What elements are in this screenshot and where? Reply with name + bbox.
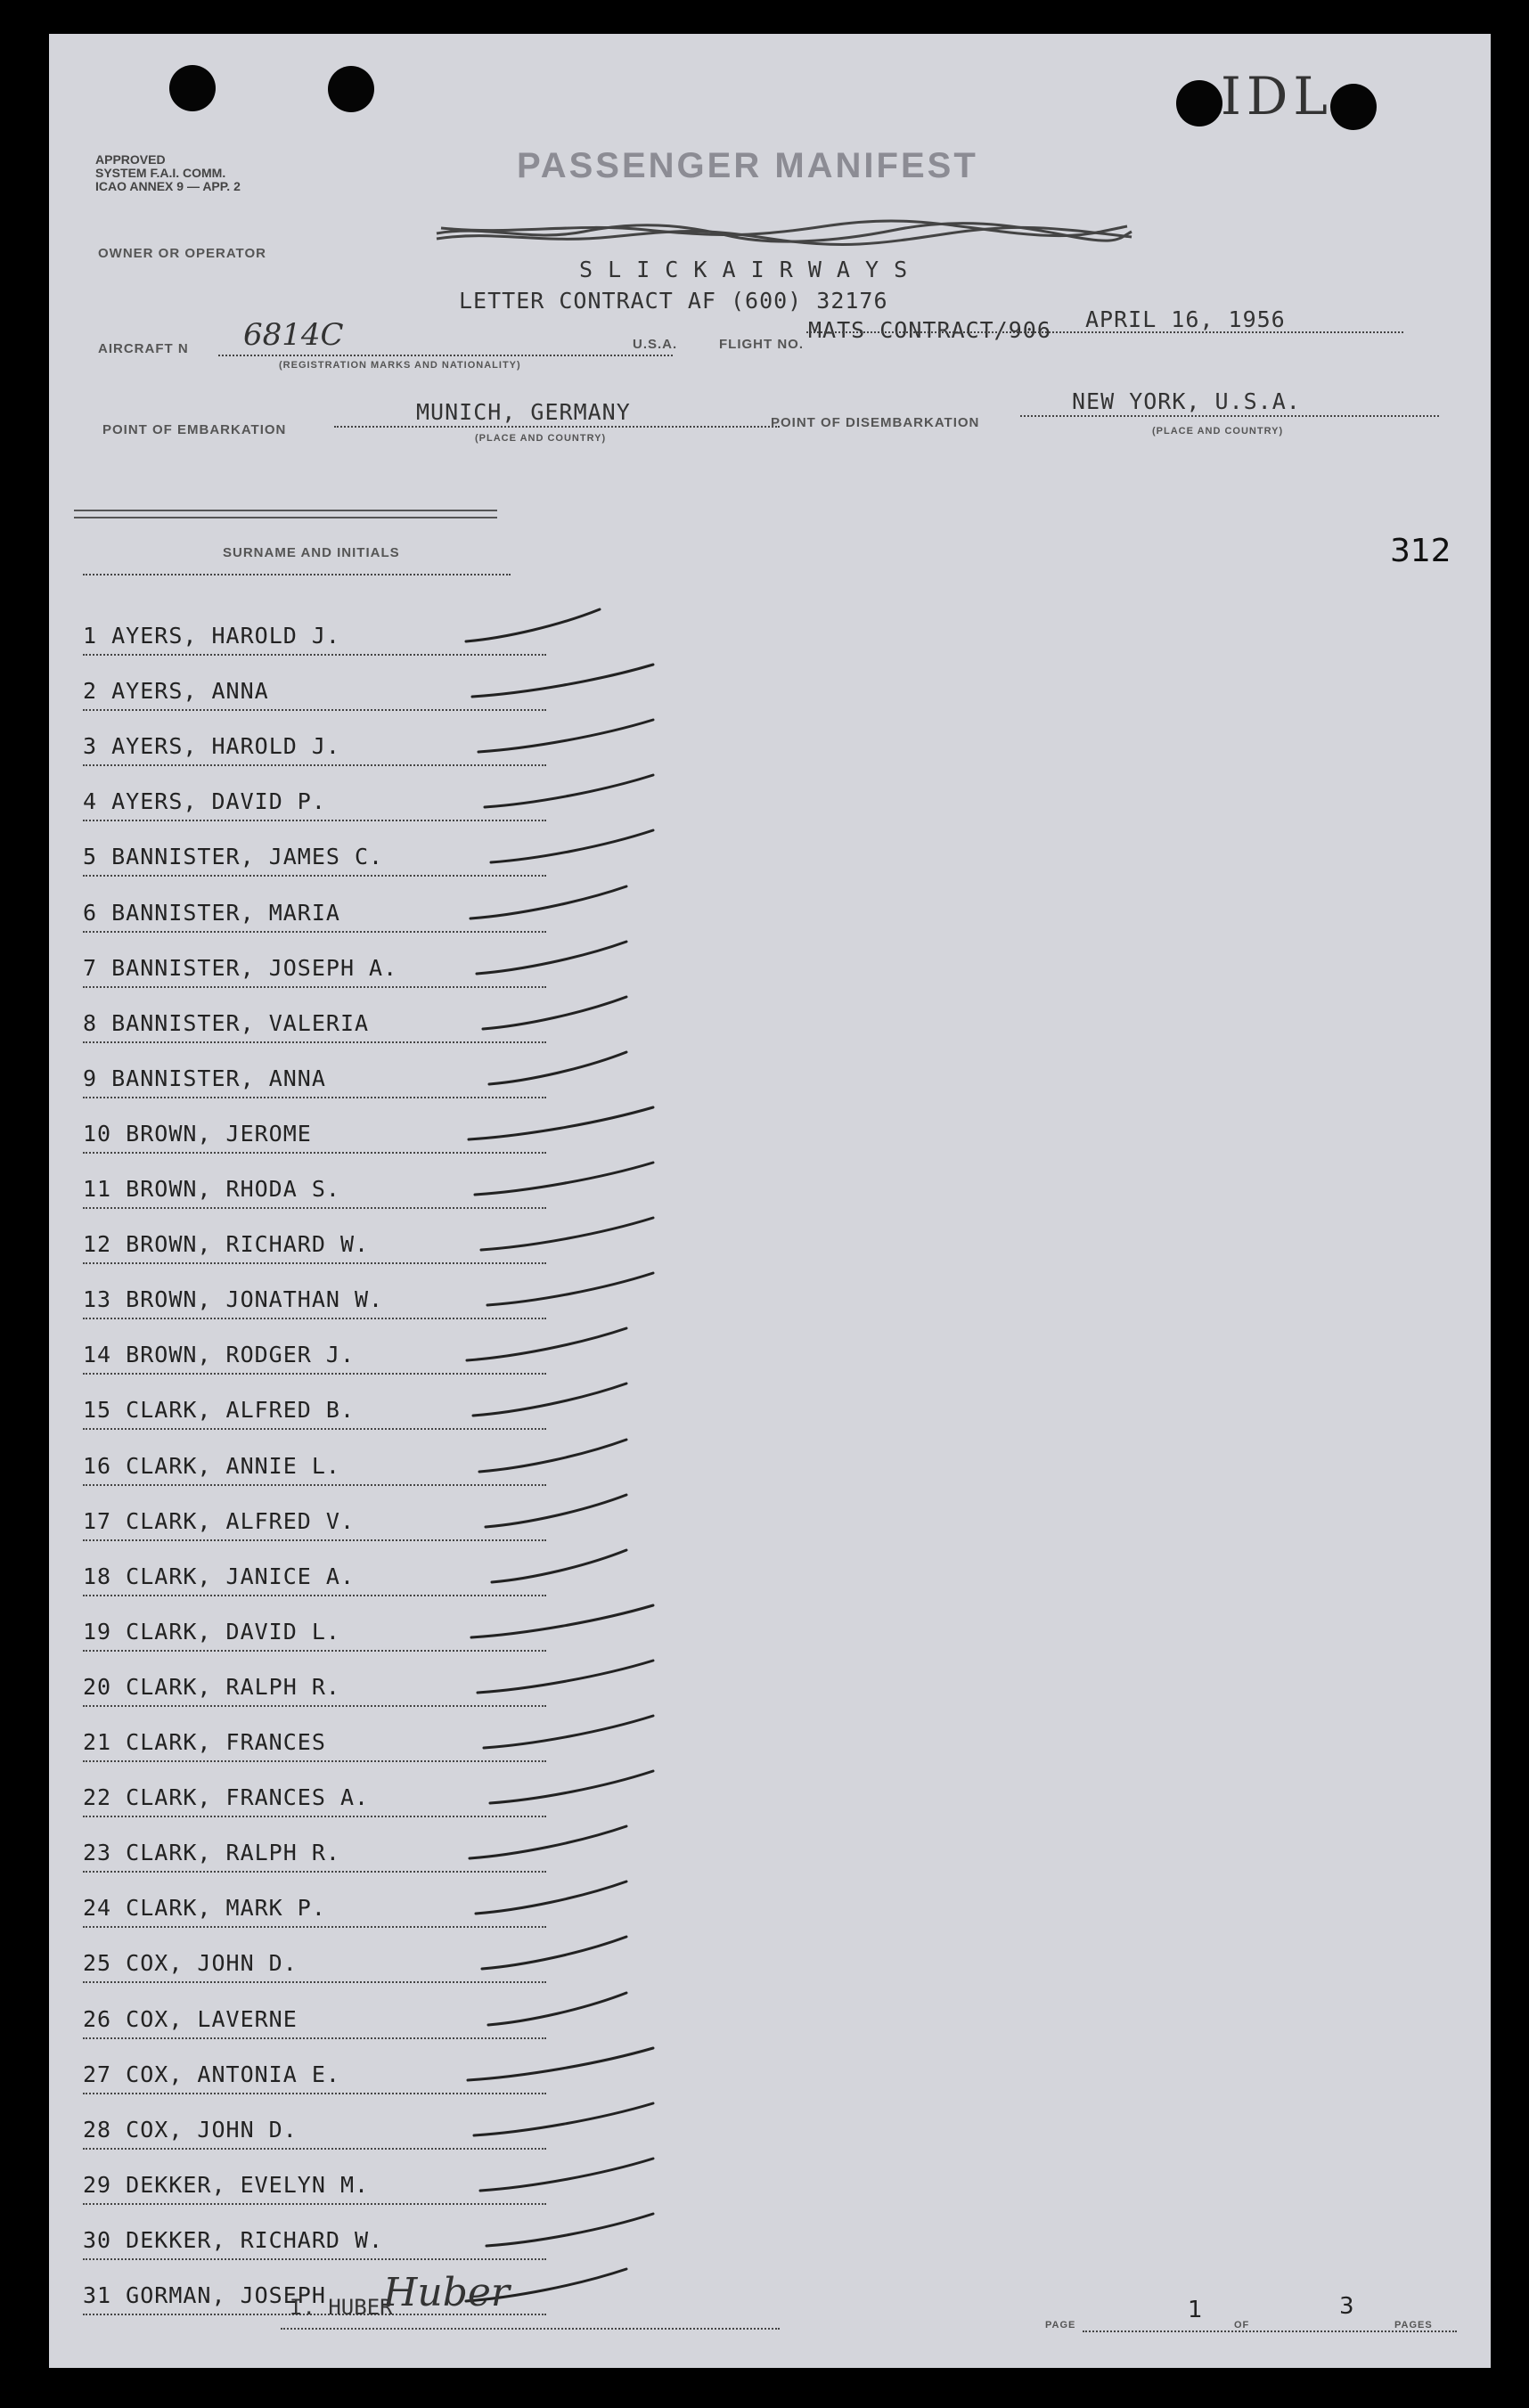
passenger-name: AYERS, ANNA xyxy=(111,678,269,704)
aircraft-label: AIRCRAFT N xyxy=(98,341,189,356)
check-tick-mark xyxy=(83,1486,724,1541)
approval-line: APPROVED xyxy=(95,152,166,167)
passenger-name: BANNISTER, ANNA xyxy=(111,1065,326,1091)
passenger-row xyxy=(83,877,546,933)
form-title: PASSENGER MANIFEST xyxy=(517,146,978,185)
check-tick-mark xyxy=(83,2094,724,2150)
passenger-row xyxy=(83,600,546,656)
passenger-name: BROWN, JEROME xyxy=(126,1121,312,1147)
embarkation-place: MUNICH, GERMANY xyxy=(416,399,631,425)
check-tick-mark xyxy=(83,1707,724,1762)
passenger-number: 22 xyxy=(83,1784,112,1810)
total-pages: 3 xyxy=(1339,2293,1354,2320)
check-tick-mark xyxy=(83,1596,724,1652)
passenger-number: 6 xyxy=(83,900,98,926)
passenger-number: 28 xyxy=(83,2117,112,2143)
approval-line: ICAO ANNEX 9 — APP. 2 xyxy=(95,179,241,193)
passenger-row xyxy=(83,1375,546,1430)
passenger-name: COX, LAVERNE xyxy=(126,2006,298,2032)
passenger-name: AYERS, HAROLD J. xyxy=(111,623,340,649)
manifest-page xyxy=(49,34,1491,2368)
passenger-name: CLARK, FRANCES A. xyxy=(126,1784,370,1810)
disembarkation-place-note: (PLACE AND COUNTRY) xyxy=(1152,426,1284,437)
signature-rule xyxy=(281,2328,780,2330)
handwritten-signature: Huber xyxy=(383,2270,510,2315)
of-label: OF xyxy=(1234,2320,1250,2330)
check-tick-mark xyxy=(83,2039,724,2094)
passenger-number: 1 xyxy=(83,623,98,649)
handwritten-mark: IDL xyxy=(1221,66,1333,127)
passenger-number: 30 xyxy=(83,2227,112,2253)
passenger-name: BANNISTER, JAMES C. xyxy=(111,844,384,869)
passenger-number: 23 xyxy=(83,1840,112,1865)
passenger-name: CLARK, RALPH R. xyxy=(126,1840,340,1865)
passenger-row xyxy=(83,1264,546,1319)
passenger-name: BROWN, JONATHAN W. xyxy=(126,1286,384,1312)
passenger-number: 2 xyxy=(83,678,98,704)
check-tick-mark xyxy=(83,1264,724,1319)
passenger-row xyxy=(83,1098,546,1154)
surname-header: SURNAME AND INITIALS xyxy=(223,545,400,560)
struck-out-operator xyxy=(432,217,1136,249)
passenger-name: CLARK, JANICE A. xyxy=(126,1563,355,1589)
passenger-number: 7 xyxy=(83,955,98,981)
flight-rule xyxy=(806,331,1403,333)
punch-hole-3 xyxy=(1176,80,1222,127)
passenger-name: DEKKER, EVELYN M. xyxy=(126,2172,370,2198)
passenger-number: 5 xyxy=(83,844,98,869)
check-tick-mark xyxy=(83,711,724,766)
check-tick-mark xyxy=(83,1154,724,1209)
passenger-row xyxy=(83,1486,546,1541)
passenger-number: 9 xyxy=(83,1065,98,1091)
check-tick-mark xyxy=(83,1209,724,1264)
passenger-row xyxy=(83,1541,546,1596)
passenger-number: 20 xyxy=(83,1674,112,1700)
passenger-row xyxy=(83,933,546,988)
passenger-number: 31 xyxy=(83,2282,112,2308)
passenger-row xyxy=(83,2205,546,2260)
passenger-number: 25 xyxy=(83,1950,112,1976)
passenger-row xyxy=(83,1707,546,1762)
passenger-name: CLARK, RALPH R. xyxy=(126,1674,340,1700)
passenger-name: CLARK, ANNIE L. xyxy=(126,1453,340,1479)
passenger-row xyxy=(83,1154,546,1209)
owner-operator-label: OWNER OR OPERATOR xyxy=(98,246,266,261)
typed-signature: I. HUBER xyxy=(290,2295,393,2320)
passenger-name: BANNISTER, VALERIA xyxy=(111,1010,370,1036)
check-tick-mark xyxy=(83,1762,724,1817)
passenger-row xyxy=(83,711,546,766)
punch-hole-1 xyxy=(169,65,216,111)
header-rule-2 xyxy=(74,517,497,518)
flight-no-label: FLIGHT NO. xyxy=(719,337,804,352)
page-label: PAGE xyxy=(1045,2320,1076,2330)
passenger-name: GORMAN, JOSEPH xyxy=(126,2282,326,2308)
check-tick-mark xyxy=(83,1873,724,1928)
passenger-row xyxy=(83,2039,546,2094)
punch-hole-4 xyxy=(1330,84,1377,130)
embarkation-place-note: (PLACE AND COUNTRY) xyxy=(475,433,607,444)
approval-line: SYSTEM F.A.I. COMM. xyxy=(95,166,226,180)
check-tick-mark xyxy=(83,1431,724,1486)
passenger-name: COX, ANTONIA E. xyxy=(126,2061,340,2087)
page-number: 1 xyxy=(1188,2297,1203,2323)
passenger-number: 17 xyxy=(83,1508,112,1534)
check-tick-mark xyxy=(83,2205,724,2260)
check-tick-mark xyxy=(83,1928,724,1983)
passenger-row xyxy=(83,1984,546,2039)
passenger-name: AYERS, DAVID P. xyxy=(111,788,326,814)
passenger-name: CLARK, ALFRED V. xyxy=(126,1508,355,1534)
passenger-row xyxy=(83,2150,546,2205)
passenger-row xyxy=(83,1431,546,1486)
passenger-name: CLARK, MARK P. xyxy=(126,1895,326,1921)
passenger-number: 29 xyxy=(83,2172,112,2198)
passenger-row xyxy=(83,1652,546,1707)
passenger-name: CLARK, ALFRED B. xyxy=(126,1397,355,1423)
embarkation-rule xyxy=(334,426,780,428)
usa-label: U.S.A. xyxy=(633,337,678,352)
passenger-row xyxy=(83,656,546,711)
passenger-row xyxy=(83,1043,546,1098)
check-tick-mark xyxy=(83,988,724,1043)
passenger-name: BANNISTER, JOSEPH A. xyxy=(111,955,398,981)
passenger-number: 15 xyxy=(83,1397,112,1423)
passenger-name: AYERS, HAROLD J. xyxy=(111,733,340,759)
passenger-number: 26 xyxy=(83,2006,112,2032)
passenger-row xyxy=(83,2094,546,2150)
passenger-row xyxy=(83,1928,546,1983)
check-tick-mark xyxy=(83,1098,724,1154)
passenger-number: 18 xyxy=(83,1563,112,1589)
check-tick-mark xyxy=(83,766,724,821)
letter-contract: LETTER CONTRACT AF (600) 32176 xyxy=(459,288,888,314)
passenger-row xyxy=(83,1873,546,1928)
passenger-name: CLARK, DAVID L. xyxy=(126,1619,340,1645)
disembarkation-label: POINT OF DISEMBARKATION xyxy=(771,415,980,430)
flight-date: APRIL 16, 1956 xyxy=(1085,306,1286,332)
passenger-name: BANNISTER, MARIA xyxy=(111,900,340,926)
check-tick-mark xyxy=(83,1319,724,1375)
passenger-number: 10 xyxy=(83,1121,112,1147)
page-rule xyxy=(1083,2330,1457,2332)
punch-hole-2 xyxy=(328,66,374,112)
check-tick-mark xyxy=(83,821,724,877)
passenger-number: 8 xyxy=(83,1010,98,1036)
passenger-row xyxy=(83,1319,546,1375)
approval-block xyxy=(95,153,241,193)
passenger-number: 16 xyxy=(83,1453,112,1479)
passenger-number: 19 xyxy=(83,1619,112,1645)
sheet-number: 312 xyxy=(1390,533,1451,569)
aircraft-rule xyxy=(218,355,673,356)
embarkation-label: POINT OF EMBARKATION xyxy=(102,422,287,437)
passenger-name: COX, JOHN D. xyxy=(126,1950,298,1976)
check-tick-mark xyxy=(83,1984,724,2039)
disembarkation-place: NEW YORK, U.S.A. xyxy=(1072,388,1301,414)
passenger-name: BROWN, RICHARD W. xyxy=(126,1231,370,1257)
check-tick-mark xyxy=(83,1652,724,1707)
check-tick-mark xyxy=(83,656,724,711)
surname-header-rule xyxy=(83,574,511,575)
check-tick-mark xyxy=(83,933,724,988)
check-tick-mark xyxy=(83,1817,724,1873)
flight-number: MATS CONTRACT/906 xyxy=(808,317,1051,343)
disembarkation-rule xyxy=(1020,415,1439,417)
passenger-number: 4 xyxy=(83,788,98,814)
aircraft-number: 6814C xyxy=(243,317,344,353)
passenger-row xyxy=(83,1209,546,1264)
passenger-number: 14 xyxy=(83,1342,112,1367)
passenger-row xyxy=(83,1596,546,1652)
check-tick-mark xyxy=(83,2150,724,2205)
passenger-number: 11 xyxy=(83,1176,112,1202)
header-rule-1 xyxy=(74,510,497,511)
passenger-number: 12 xyxy=(83,1231,112,1257)
passenger-row xyxy=(83,988,546,1043)
operator-name: S L I C K A I R W A Y S xyxy=(579,257,909,282)
passenger-row xyxy=(83,766,546,821)
passenger-number: 24 xyxy=(83,1895,112,1921)
passenger-name: BROWN, RODGER J. xyxy=(126,1342,355,1367)
passenger-number: 21 xyxy=(83,1729,112,1755)
check-tick-mark xyxy=(83,1375,724,1430)
passenger-row xyxy=(83,1817,546,1873)
passenger-name: BROWN, RHODA S. xyxy=(126,1176,340,1202)
passenger-name: COX, JOHN D. xyxy=(126,2117,298,2143)
passenger-number: 27 xyxy=(83,2061,112,2087)
passenger-number: 13 xyxy=(83,1286,112,1312)
check-tick-mark xyxy=(83,600,724,656)
registration-note: (REGISTRATION MARKS AND NATIONALITY) xyxy=(279,360,521,371)
pages-label: PAGES xyxy=(1394,2320,1433,2330)
passenger-row xyxy=(83,1762,546,1817)
check-tick-mark xyxy=(83,877,724,933)
check-tick-mark xyxy=(83,1541,724,1596)
passenger-name: DEKKER, RICHARD W. xyxy=(126,2227,384,2253)
passenger-number: 3 xyxy=(83,733,98,759)
passenger-name: CLARK, FRANCES xyxy=(126,1729,326,1755)
check-tick-mark xyxy=(83,1043,724,1098)
passenger-row xyxy=(83,821,546,877)
